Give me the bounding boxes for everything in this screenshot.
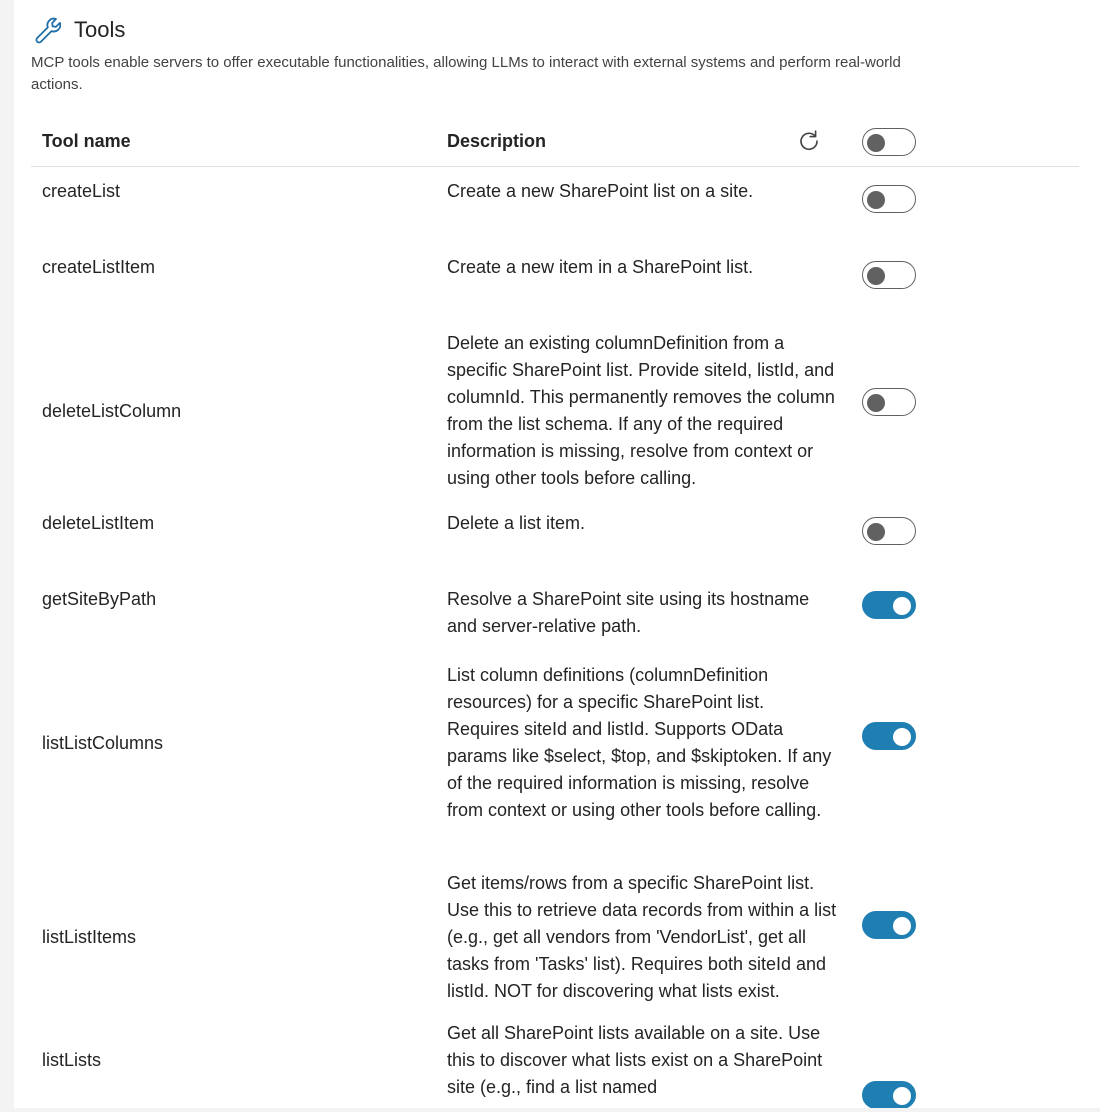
- tool-enable-toggle[interactable]: [862, 591, 916, 619]
- tool-description: Get all SharePoint lists available on a site. Use this to discover what lists exist on a SharePoint site (e.g., find a list named: [447, 1023, 823, 1097]
- tool-name: deleteListItem: [42, 513, 155, 533]
- tool-name: createListItem: [42, 257, 156, 277]
- tool-name: createList: [42, 181, 121, 201]
- table-header: [31, 124, 1079, 167]
- tool-description: Delete a list item.: [447, 513, 586, 533]
- toggle-knob: [867, 523, 885, 541]
- wrench-icon: [31, 14, 61, 46]
- tool-name: listLists: [42, 1050, 102, 1070]
- tool-name: getSiteByPath: [42, 589, 157, 609]
- tool-description: List column definitions (columnDefinition resources) for a specific SharePoint list. Requires siteId and listId. Supports OData params like $select, $top, and $skiptoken. If any of the required information is missing, resolve from context or using other tools before calling.: [447, 665, 832, 820]
- toggle-knob: [867, 191, 885, 209]
- tools-panel: [14, 0, 1100, 1108]
- tool-description: Resolve a SharePoint site using its hostname and server-relative path.: [447, 589, 810, 636]
- tool-enable-toggle[interactable]: [862, 517, 916, 545]
- tool-name: deleteListColumn: [42, 400, 182, 421]
- toggle-knob: [867, 267, 885, 285]
- section-description: MCP tools enable servers to offer executable functionalities, allowing LLMs to interact with external systems and perform real-world actions.: [31, 54, 901, 93]
- toggle-knob: [893, 917, 911, 935]
- tools-header: [31, 14, 125, 46]
- tool-description: Delete an existing columnDefinition from a specific SharePoint list. Provide siteId, listId, and columnId. This permanently removes the column from the list schema. If any of the required information is missing, resolve from context or using other tools before calling.: [447, 333, 835, 488]
- tool-description: Create a new SharePoint list on a site.: [447, 181, 754, 201]
- tool-description: Get items/rows from a specific SharePoint list. Use this to retrieve data records from within a list (e.g., get all vendors from 'VendorList', get all tasks from 'Tasks' list). Requires both siteId and listId. NOT for discovering what lists exist.: [447, 873, 837, 1001]
- tool-description: Create a new item in a SharePoint list.: [447, 257, 754, 277]
- column-header-description: Description: [447, 131, 547, 151]
- tool-enable-toggle[interactable]: [862, 388, 916, 416]
- tool-enable-toggle[interactable]: [862, 722, 916, 750]
- tool-enable-toggle[interactable]: [862, 911, 916, 939]
- tool-enable-toggle[interactable]: [862, 185, 916, 213]
- tool-enable-toggle[interactable]: [862, 1081, 916, 1108]
- toggle-knob: [867, 134, 885, 152]
- toggle-knob: [893, 728, 911, 746]
- refresh-icon[interactable]: [798, 129, 820, 151]
- toggle-knob: [893, 597, 911, 615]
- section-title: Tools: [74, 17, 126, 42]
- tool-name: listListColumns: [42, 732, 164, 753]
- toggle-all-tools[interactable]: [862, 128, 916, 156]
- tool-name: listListItems: [42, 927, 137, 947]
- column-header-tool-name: Tool name: [42, 131, 131, 151]
- toggle-knob: [867, 394, 885, 412]
- toggle-knob: [893, 1087, 911, 1105]
- tool-enable-toggle[interactable]: [862, 261, 916, 289]
